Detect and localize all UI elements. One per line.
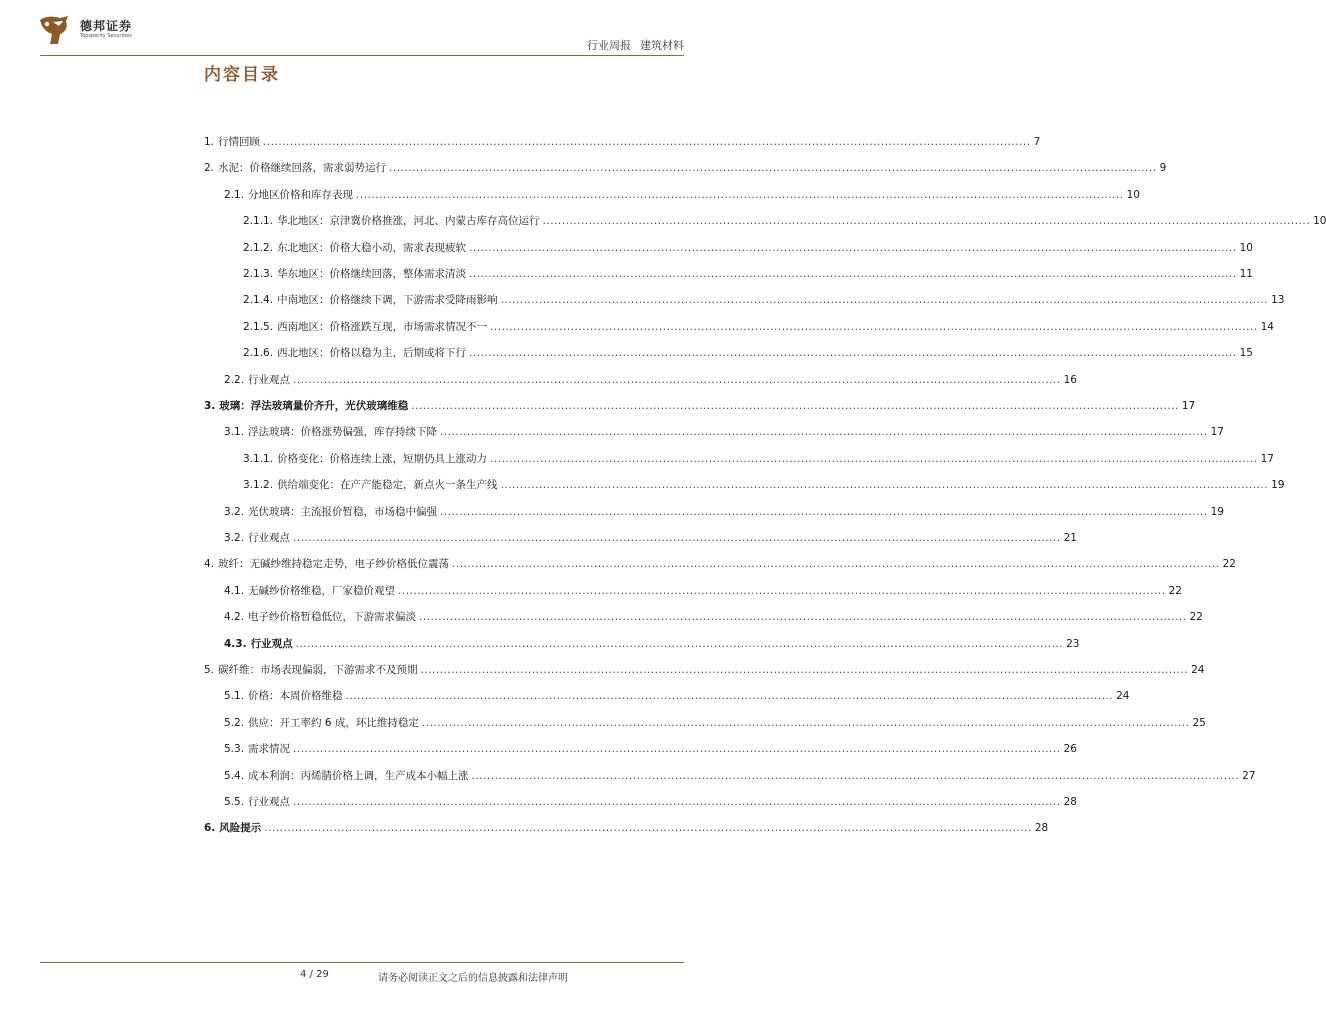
toc-entry-number: 3.1.1. bbox=[243, 452, 274, 465]
report-category bbox=[587, 37, 684, 53]
toc-entry-page: 17 bbox=[1260, 452, 1274, 465]
toc-leader-dots: ........................................................................................................................................................................................................ bbox=[469, 347, 1237, 360]
toc-entry-number: 4.3. bbox=[224, 637, 247, 650]
toc-entry-page: 16 bbox=[1063, 373, 1077, 386]
toc-entry-label bbox=[243, 346, 466, 360]
toc-entry[interactable] bbox=[204, 817, 1049, 835]
toc-entry-text: 玻璃：浮法玻璃量价齐升，光伏玻璃维稳 bbox=[219, 400, 409, 412]
toc-entry[interactable] bbox=[224, 501, 1224, 519]
header-divider bbox=[40, 55, 684, 56]
toc-entry-text: 行业观点 bbox=[250, 637, 293, 650]
toc-entry-text: 行业观点 bbox=[248, 373, 291, 386]
toc-entry-text: 行业观点 bbox=[248, 532, 291, 544]
toc-entry-number: 2.1.4. bbox=[243, 294, 274, 307]
toc-entry-number: 3.1.2. bbox=[243, 479, 274, 492]
toc-entry-label bbox=[243, 267, 466, 281]
toc-entry-text: 东北地区：价格大稳小动，需求表现疲软 bbox=[277, 241, 467, 254]
toc-entry-number: 3.2. bbox=[224, 532, 245, 544]
toc-entry-page: 26 bbox=[1063, 743, 1077, 756]
toc-entry-number: 2. bbox=[204, 162, 215, 175]
toc-entry[interactable] bbox=[224, 685, 1130, 703]
toc-leader-dots: ........................................................................................................................................................................................................ bbox=[469, 268, 1237, 280]
toc-entry-label bbox=[224, 689, 343, 703]
toc-entry-page: 22 bbox=[1168, 584, 1182, 597]
toc-entry-page: 17 bbox=[1210, 426, 1224, 439]
toc-entry-label bbox=[224, 531, 290, 545]
toc-entry-number: 5.5. bbox=[224, 796, 245, 808]
sector-name: 建筑材料 bbox=[640, 39, 684, 52]
toc-entry-label bbox=[224, 769, 469, 783]
toc-entry-page: 10 bbox=[1239, 241, 1253, 254]
footer-divider bbox=[40, 962, 684, 963]
toc-entry[interactable] bbox=[243, 263, 1253, 281]
toc-leader-dots: ........................................................................................................................................................................................................ bbox=[469, 241, 1237, 254]
toc-entry-text: 西南地区：价格涨跌互现，市场需求情况不一 bbox=[277, 320, 488, 333]
toc-entry[interactable] bbox=[224, 633, 1080, 651]
toc-entry-text: 中南地区：价格继续下调，下游需求受降雨影响 bbox=[277, 294, 498, 307]
toc-leader-dots: ........................................................................................................................................................................................................ bbox=[345, 690, 1114, 703]
toc-entry-page: 10 bbox=[1313, 215, 1326, 228]
report-type: 行业周报 bbox=[587, 39, 631, 52]
toc-entry-page: 10 bbox=[1126, 188, 1140, 201]
toc-entry-label bbox=[224, 795, 290, 809]
toc-entry[interactable] bbox=[224, 791, 1077, 809]
toc-entry-number: 5.3. bbox=[224, 743, 245, 756]
toc-entry-label bbox=[204, 161, 386, 175]
toc-entry-label bbox=[224, 742, 290, 756]
toc-leader-dots: ........................................................................................................................................................................................................ bbox=[293, 796, 1061, 808]
toc-entry-page: 25 bbox=[1192, 716, 1206, 729]
brand-name: 德邦证券 bbox=[80, 19, 133, 33]
toc-entry[interactable] bbox=[224, 527, 1077, 545]
toc-entry[interactable] bbox=[224, 606, 1203, 624]
toc-entry-label bbox=[243, 452, 487, 466]
toc-entry-text: 无碱纱价格维稳，厂家稳价观望 bbox=[248, 584, 396, 597]
toc-leader-dots: ........................................................................................................................................................................................................ bbox=[542, 215, 1311, 228]
toc-leader-dots: ........................................................................................................................................................................................................ bbox=[500, 294, 1269, 307]
toc-entry-label bbox=[224, 637, 293, 651]
toc-entry-page: 24 bbox=[1116, 690, 1130, 703]
toc-leader-dots: ........................................................................................................................................................................................................ bbox=[356, 188, 1124, 201]
toc-entry-number: 1. bbox=[204, 136, 215, 148]
toc-entry-label bbox=[224, 188, 353, 202]
toc-entry-label bbox=[243, 293, 498, 307]
toc-entry-text: 价格：本周价格维稳 bbox=[248, 690, 343, 703]
toc-leader-dots: ........................................................................................................................................................................................................ bbox=[471, 769, 1240, 782]
toc-entry-label bbox=[243, 241, 466, 255]
toc-leader-dots: ........................................................................................................................................................................................................ bbox=[295, 637, 1064, 650]
toc-entry-text: 风险提示 bbox=[219, 822, 262, 835]
toc-entry[interactable] bbox=[224, 738, 1077, 756]
toc-entry-page: 15 bbox=[1239, 347, 1253, 360]
toc-entry-number: 5.4. bbox=[224, 769, 245, 782]
toc-entry-label bbox=[204, 557, 449, 571]
toc-entry[interactable] bbox=[224, 184, 1140, 202]
toc-entry-page: 23 bbox=[1066, 637, 1080, 650]
toc-entry-number: 5.2. bbox=[224, 716, 245, 729]
toc-entry-text: 玻纤：无碱纱维持稳定走势，电子纱价格低位震荡 bbox=[218, 558, 450, 571]
toc-entry-number: 2.1.2. bbox=[243, 241, 274, 254]
toc-entry-page: 22 bbox=[1189, 611, 1203, 624]
toc-leader-dots: ........................................................................................................................................................................................................ bbox=[452, 558, 1220, 571]
page-indicator: 4 / 29 bbox=[300, 969, 329, 980]
toc-entry-page: 13 bbox=[1271, 294, 1285, 307]
brand-subtitle: Topsperity Securities bbox=[80, 33, 132, 39]
toc-entry[interactable] bbox=[224, 580, 1182, 598]
toc-entry-number: 2.1.3. bbox=[243, 268, 274, 280]
toc-entry-label bbox=[204, 821, 261, 835]
toc-leader-dots: ........................................................................................................................................................................................................ bbox=[263, 136, 1031, 148]
toc-entry-text: 行情回顾 bbox=[218, 136, 261, 148]
toc-entry-page: 28 bbox=[1034, 822, 1049, 835]
toc-entry-page: 7 bbox=[1033, 136, 1041, 148]
page-header bbox=[0, 0, 724, 60]
toc-entry-number: 5. bbox=[204, 664, 215, 676]
toc-entry-number: 2.1.1. bbox=[243, 215, 274, 228]
toc-entry-number: 2.1. bbox=[224, 188, 245, 201]
toc-entry[interactable] bbox=[243, 289, 1285, 307]
toc-entry-label bbox=[224, 505, 437, 519]
toc-leader-dots: ........................................................................................................................................................................................................ bbox=[293, 532, 1061, 544]
toc-leader-dots: ........................................................................................................................................................................................................ bbox=[421, 716, 1190, 729]
toc-entry-label bbox=[243, 214, 540, 228]
toc-entry[interactable] bbox=[243, 448, 1274, 466]
toc-leader-dots: ........................................................................................................................................................................................................ bbox=[389, 162, 1157, 175]
toc-title: 内容目录 bbox=[204, 65, 280, 85]
toc-entry[interactable] bbox=[224, 712, 1206, 730]
toc-entry-label bbox=[224, 373, 290, 387]
brand-logo-icon bbox=[38, 14, 72, 46]
toc-entry-text: 光伏玻璃：主流报价暂稳，市场稳中偏强 bbox=[248, 505, 438, 518]
toc-entry-page: 24 bbox=[1191, 664, 1205, 676]
toc-entry-text: 行业观点 bbox=[248, 796, 291, 808]
toc-entry[interactable] bbox=[243, 210, 1326, 228]
toc-entry-label bbox=[204, 135, 260, 149]
toc-entry-text: 供给端变化：在产产能稳定，新点火一条生产线 bbox=[277, 479, 498, 492]
toc-entry-text: 华北地区：京津冀价格推涨，河北、内蒙古库存高位运行 bbox=[277, 215, 540, 228]
toc-entry[interactable] bbox=[243, 316, 1274, 334]
toc-leader-dots: ........................................................................................................................................................................................................ bbox=[411, 400, 1179, 412]
toc-entry-number: 4.1. bbox=[224, 584, 245, 597]
toc-entry-page: 11 bbox=[1239, 268, 1253, 280]
toc-entry-text: 西北地区：价格以稳为主，后期或将下行 bbox=[277, 347, 467, 360]
footer-disclaimer: 请务必阅读正文之后的信息披露和法律声明 bbox=[378, 973, 568, 984]
toc-entry-number: 2.1.5. bbox=[243, 320, 274, 333]
toc-entry[interactable] bbox=[204, 157, 1167, 175]
toc-entry[interactable] bbox=[224, 421, 1224, 439]
toc-entry-number: 4.2. bbox=[224, 611, 245, 624]
toc-entry[interactable] bbox=[204, 395, 1196, 413]
toc-entry[interactable] bbox=[204, 659, 1205, 677]
toc-entry[interactable] bbox=[224, 765, 1256, 783]
toc-leader-dots: ........................................................................................................................................................................................................ bbox=[440, 505, 1208, 518]
toc-entry-label bbox=[204, 399, 408, 413]
toc-entry[interactable] bbox=[243, 342, 1253, 360]
toc-entry-label bbox=[224, 610, 416, 624]
toc-entry-number: 5.1. bbox=[224, 690, 245, 703]
toc-entry-page: 21 bbox=[1063, 532, 1077, 544]
toc-entry-text: 分地区价格和库存表现 bbox=[248, 188, 354, 201]
toc-entry-label bbox=[224, 716, 419, 730]
toc-leader-dots: ........................................................................................................................................................................................................ bbox=[264, 822, 1032, 835]
toc-leader-dots: ........................................................................................................................................................................................................ bbox=[420, 664, 1189, 676]
toc-entry[interactable] bbox=[204, 553, 1236, 571]
toc-entry-page: 27 bbox=[1242, 769, 1256, 782]
toc-entry-number: 2.2. bbox=[224, 373, 245, 386]
toc-entry-label bbox=[243, 320, 487, 334]
toc-entry-text: 需求情况 bbox=[248, 743, 291, 756]
toc-entry-text: 价格变化：价格连续上涨，短期仍具上涨动力 bbox=[277, 452, 488, 465]
toc-entry-page: 19 bbox=[1210, 505, 1224, 518]
toc-entry-text: 水泥：价格继续回落，需求弱势运行 bbox=[218, 162, 387, 175]
toc-leader-dots: ........................................................................................................................................................................................................ bbox=[500, 479, 1269, 492]
toc-entry-text: 电子纱价格暂稳低位，下游需求偏淡 bbox=[248, 611, 417, 624]
toc-entry-number: 3. bbox=[204, 400, 216, 412]
toc-entry-number: 3.2. bbox=[224, 505, 245, 518]
toc-leader-dots: ........................................................................................................................................................................................................ bbox=[398, 584, 1166, 597]
toc-entry-label bbox=[204, 663, 418, 677]
toc-entry-text: 碳纤维：市场表现偏弱，下游需求不及预期 bbox=[218, 664, 418, 676]
toc-entry[interactable] bbox=[204, 131, 1041, 149]
toc-entry-number: 3.1. bbox=[224, 426, 245, 439]
toc-entry-label bbox=[243, 478, 498, 492]
toc-entry-page: 22 bbox=[1222, 558, 1236, 571]
toc-leader-dots: ........................................................................................................................................................................................................ bbox=[440, 426, 1208, 439]
toc-leader-dots: ........................................................................................................................................................................................................ bbox=[293, 743, 1061, 756]
toc-entry-text: 成本利润：丙烯腈价格上调，生产成本小幅上涨 bbox=[248, 769, 469, 782]
toc-entry[interactable] bbox=[243, 474, 1285, 492]
toc-leader-dots: ........................................................................................................................................................................................................ bbox=[490, 452, 1258, 465]
toc-entry-page: 14 bbox=[1260, 320, 1274, 333]
toc-leader-dots: ........................................................................................................................................................................................................ bbox=[293, 373, 1061, 386]
toc-entry-text: 供应：开工率约 6 成，环比维持稳定 bbox=[248, 716, 419, 729]
toc-entry-number: 2.1.6. bbox=[243, 347, 274, 360]
toc-entry-label bbox=[224, 425, 437, 439]
toc-entry[interactable] bbox=[224, 369, 1077, 387]
toc-entry-page: 9 bbox=[1159, 162, 1167, 175]
toc-entry-page: 28 bbox=[1063, 796, 1077, 808]
toc-entry-page: 19 bbox=[1271, 479, 1285, 492]
toc-entry-number: 6. bbox=[204, 822, 216, 835]
toc-entry-text: 浮法玻璃：价格涨势偏强，库存持续下降 bbox=[248, 426, 438, 439]
toc-leader-dots: ........................................................................................................................................................................................................ bbox=[490, 320, 1258, 333]
toc-entry[interactable] bbox=[243, 237, 1253, 255]
toc-entry-label bbox=[224, 584, 395, 598]
toc-entry-page: 17 bbox=[1181, 400, 1196, 412]
toc-leader-dots: ........................................................................................................................................................................................................ bbox=[419, 611, 1187, 624]
toc-entry-number: 4. bbox=[204, 558, 215, 571]
toc-entry-text: 华东地区：价格继续回落，整体需求清淡 bbox=[277, 268, 467, 280]
